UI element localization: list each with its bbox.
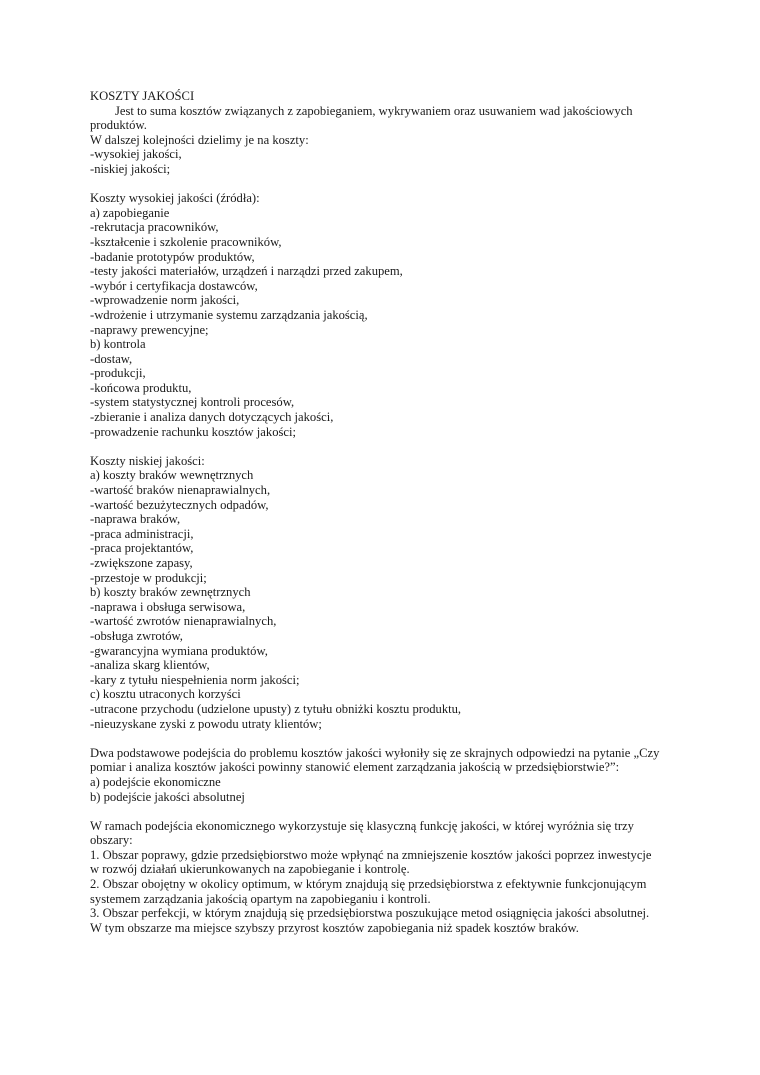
list-item: -niskiej jakości; bbox=[90, 161, 171, 176]
list-item: -wartość bezużytecznych odpadów, bbox=[90, 497, 269, 512]
list-item: -utracone przychodu (udzielone upusty) z tytułu obniżki kosztu produktu, bbox=[90, 701, 462, 716]
list-item: -zbieranie i analiza danych dotyczących jakości, bbox=[90, 410, 334, 425]
list-item: -wprowadzenie norm jakości, bbox=[90, 293, 240, 308]
paragraph-line: 1. Obszar poprawy, gdzie przedsiębiorstwo może wpłynąć na zmniejszenie kosztów jakości poprzez inwestycje bbox=[90, 847, 652, 862]
list-item: -praca projektantów, bbox=[90, 541, 194, 556]
paragraph-line: 3. Obszar perfekcji, w którym znajdują się przedsiębiorstwa poszukujące metod osiągnięcia jakości absolutnej. bbox=[90, 906, 650, 921]
list-item: -końcowa produktu, bbox=[90, 380, 192, 395]
paragraph-line: 2. Obszar obojętny w okolicy optimum, w którym znajdują się przedsiębiorstwa z efektywnie funkcjonującym bbox=[90, 877, 647, 892]
subsection-heading: c) kosztu utraconych korzyści bbox=[90, 687, 241, 702]
list-item: -system statystycznej kontroli procesów, bbox=[90, 395, 295, 410]
list-item: -rekrutacja pracowników, bbox=[90, 220, 219, 235]
intro-line: Jest to suma kosztów związanych z zapobieganiem, wykrywaniem oraz usuwaniem wad jakościowych bbox=[115, 103, 633, 118]
section-heading: Koszty niskiej jakości: bbox=[90, 453, 205, 468]
list-item: -produkcji, bbox=[90, 366, 146, 381]
section-heading: Koszty wysokiej jakości (źródła): bbox=[90, 191, 260, 206]
list-item: -zwiększone zapasy, bbox=[90, 556, 193, 570]
paragraph-line: pomiar i analiza kosztów jakości powinny stanowić element zarządzania jakością w przedsiębiorstwie?”: bbox=[90, 760, 620, 775]
paragraph-line: obszary: bbox=[90, 833, 133, 848]
list-item: -badanie prototypów produktów, bbox=[90, 249, 255, 264]
paragraph-line: W ramach podejścia ekonomicznego wykorzystuje się klasyczną funkcję jakości, w której wyróżnia się trzy bbox=[90, 818, 634, 833]
intro-line: produktów. bbox=[90, 118, 147, 133]
list-item: -praca administracji, bbox=[90, 526, 194, 541]
list-item: -gwarancyjna wymiana produktów, bbox=[90, 643, 268, 658]
subsection-heading: a) koszty braków wewnętrznych bbox=[90, 468, 254, 483]
list-item: -testy jakości materiałów, urządzeń i narządzi przed zakupem, bbox=[90, 264, 403, 279]
paragraph-line: systemem zarządzania jakością opartym na zapobieganiu i kontroli. bbox=[90, 891, 431, 906]
list-item: a) podejście ekonomiczne bbox=[90, 774, 221, 789]
intro-line: W dalszej kolejności dzielimy je na koszty: bbox=[90, 132, 309, 147]
list-item: -analiza skarg klientów, bbox=[90, 658, 210, 673]
list-item: -naprawa i obsługa serwisowa, bbox=[90, 599, 246, 614]
list-item: b) podejście jakości absolutnej bbox=[90, 789, 245, 804]
list-item: -wartość braków nienaprawialnych, bbox=[90, 483, 271, 498]
list-item: -kształcenie i szkolenie pracowników, bbox=[90, 234, 282, 249]
paragraph-line: Dwa podstawowe podejścia do problemu kosztów jakości wyłoniły się ze skrajnych odpowiedzi na pytanie „Czy bbox=[90, 745, 660, 760]
list-item: -wysokiej jakości, bbox=[90, 147, 182, 162]
list-item: -dostaw, bbox=[90, 351, 133, 366]
subsection-heading: b) koszty braków zewnętrznych bbox=[90, 585, 251, 600]
list-item: -wartość zwrotów nienaprawialnych, bbox=[90, 614, 277, 629]
subsection-heading: b) kontrola bbox=[90, 337, 146, 352]
paragraph-line: w rozwój działań ukierunkowanych na zapobieganie i kontrolę. bbox=[90, 862, 410, 877]
document-body bbox=[90, 89, 670, 935]
paragraph-line: W tym obszarze ma miejsce szybszy przyrost kosztów zapobiegania niż spadek kosztów braków. bbox=[90, 920, 579, 935]
list-item: -naprawa braków, bbox=[90, 512, 181, 527]
subsection-heading: a) zapobieganie bbox=[90, 205, 170, 220]
list-item: -wdrożenie i utrzymanie systemu zarządzania jakością, bbox=[90, 307, 368, 322]
list-item: -obsługa zwrotów, bbox=[90, 628, 183, 643]
list-item: -przestoje w produkcji; bbox=[90, 570, 207, 585]
document-title: KOSZTY JAKOŚCI bbox=[90, 89, 195, 103]
list-item: -naprawy prewencyjne; bbox=[90, 322, 209, 337]
list-item: -wybór i certyfikacja dostawców, bbox=[90, 278, 258, 293]
list-item: -kary z tytułu niespełnienia norm jakości; bbox=[90, 672, 300, 687]
list-item: -prowadzenie rachunku kosztów jakości; bbox=[90, 424, 296, 439]
list-item: -nieuzyskane zyski z powodu utraty klientów; bbox=[90, 716, 322, 731]
